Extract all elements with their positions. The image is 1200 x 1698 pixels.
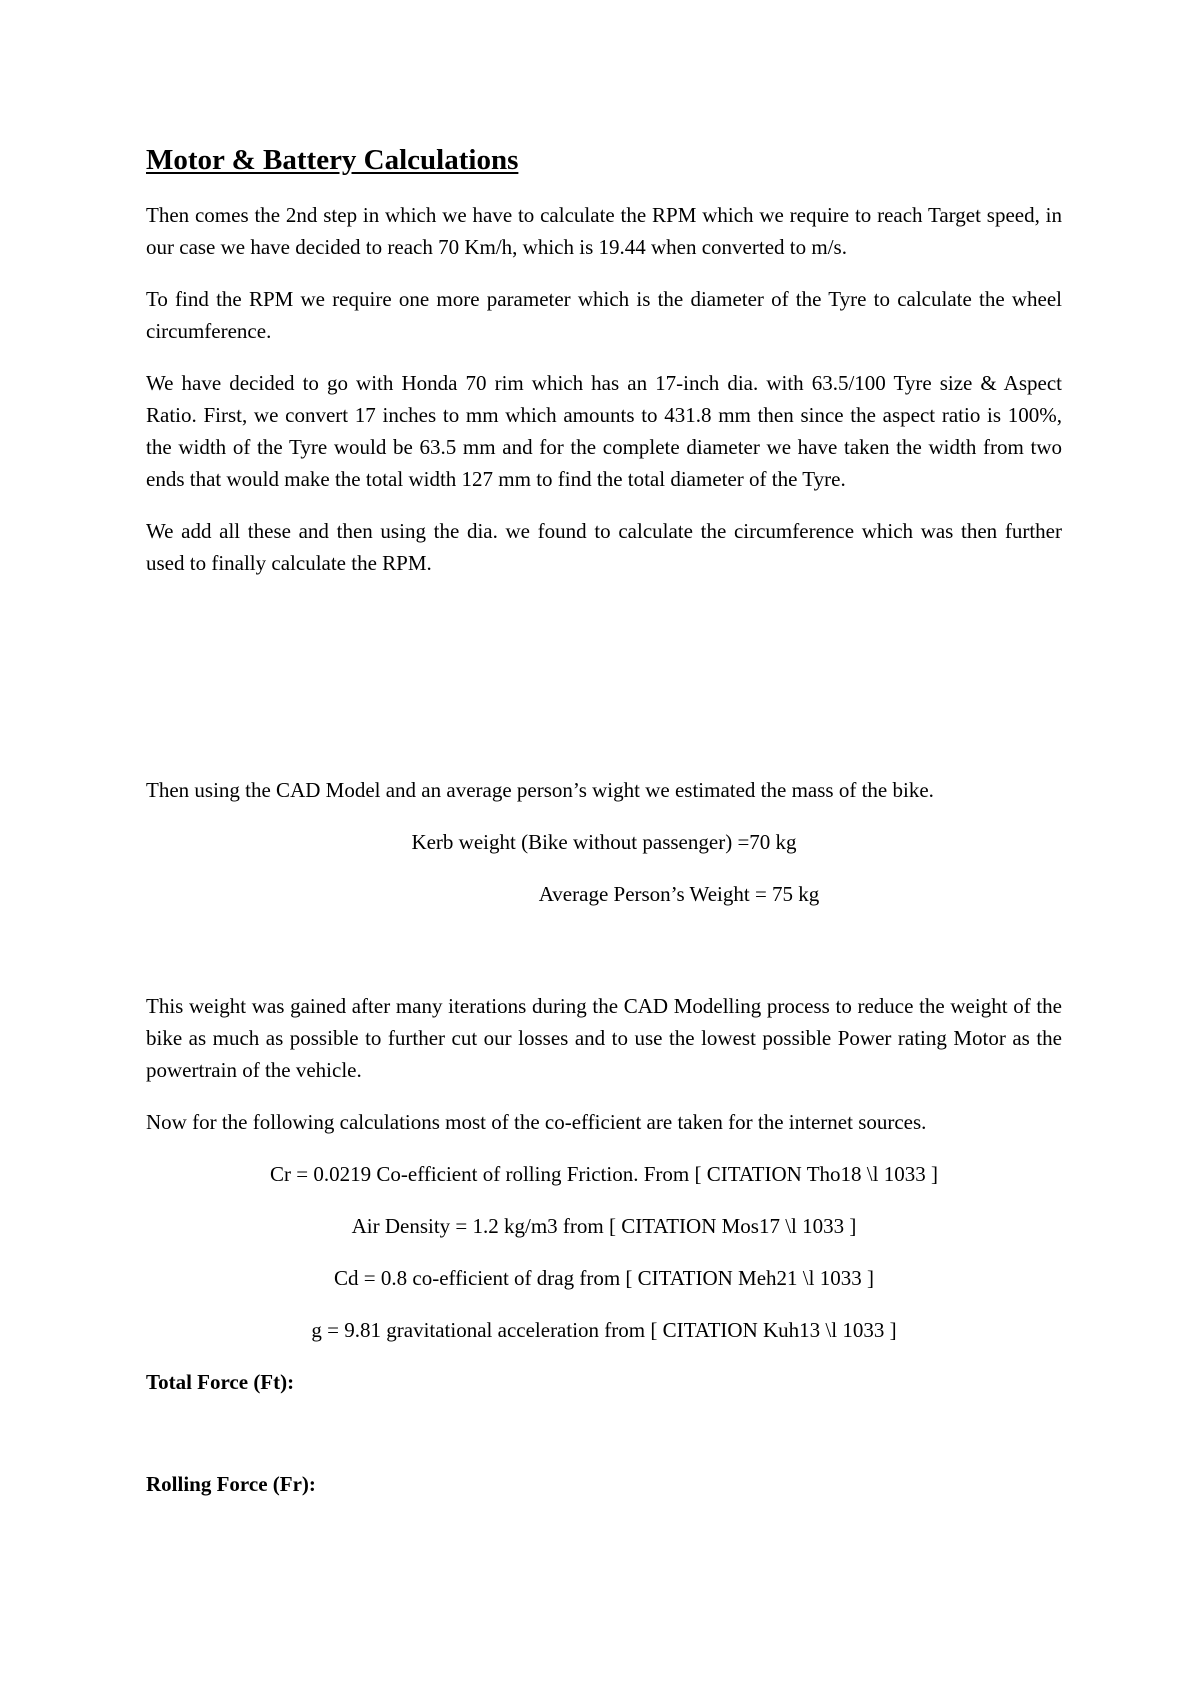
paragraph-rpm-parameter: To find the RPM we require one more parameter which is the diameter of the Tyre to calculate the wheel circumference. (146, 287, 1062, 344)
coefficient-gravity: g = 9.81 gravitational acceleration from [ CITATION Kuh13 \l 1033 ] (311, 1318, 897, 1343)
document-body (146, 144, 1062, 1500)
kerb-weight-line: Kerb weight (Bike without passenger) =70 kg (411, 830, 797, 855)
paragraph-mass-intro: Then using the CAD Model and an average person’s wight we estimated the mass of the bike. (146, 778, 934, 803)
person-weight-line: Average Person’s Weight = 75 kg (538, 882, 820, 907)
blank-space (146, 599, 1062, 774)
total-force-heading: Total Force (Ft): (146, 1370, 295, 1395)
rolling-force-heading: Rolling Force (Fr): (146, 1472, 316, 1497)
coefficient-rolling-friction: Cr = 0.0219 Co-efficient of rolling Friction. From [ CITATION Tho18 \l 1033 ] (270, 1162, 938, 1187)
blank-space (146, 1398, 1062, 1468)
document-title: Motor & Battery Calculations (146, 144, 519, 176)
paragraph-tyre-size: We have decided to go with Honda 70 rim which has an 17-inch dia. with 63.5/100 Tyre size & Aspect Ratio. First, we convert 17 inches to mm which amounts to 431.8 mm then since the aspect ratio is 100%, the width of the Tyre would be 63.5 mm and for the complete diameter we have taken the width from two ends that would make the total width 127 mm to find the total diameter of the Tyre. (146, 371, 1062, 492)
paragraph-weight-iterations: This weight was gained after many iterations during the CAD Modelling process to reduce the weight of the bike as much as possible to further cut our losses and to use the lowest possible Power rating Motor as the powertrain of the vehicle. (146, 994, 1062, 1083)
paragraph-target-speed: Then comes the 2nd step in which we have to calculate the RPM which we require to reach Target speed, in our case we have decided to reach 70 Km/h, which is 19.44 when converted to m/s. (146, 203, 1062, 260)
coefficient-drag: Cd = 0.8 co-efficient of drag from [ CITATION Meh21 \l 1033 ] (334, 1266, 874, 1291)
paragraph-circumference: We add all these and then using the dia. we found to calculate the circumference which was then further used to finally calculate the RPM. (146, 519, 1062, 576)
coefficient-air-density: Air Density = 1.2 kg/m3 from [ CITATION Mos17 \l 1033 ] (351, 1214, 857, 1239)
blank-space (146, 930, 1062, 990)
paragraph-coefficient-intro: Now for the following calculations most of the co-efficient are taken for the internet sources. (146, 1110, 927, 1135)
